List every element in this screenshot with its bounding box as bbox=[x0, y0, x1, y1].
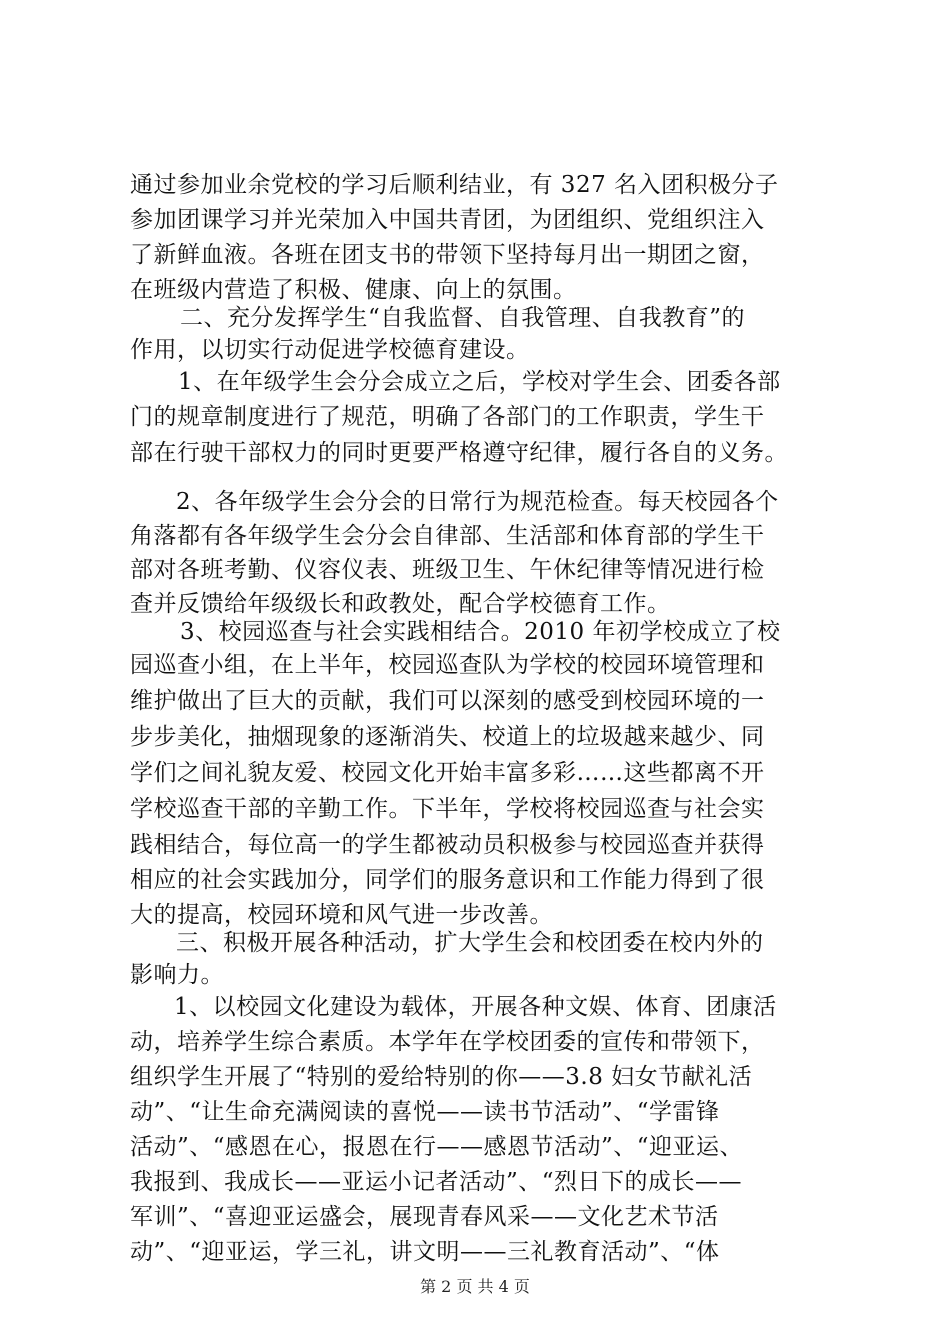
paragraph-line: 动”、“让生命充满阅读的喜悦——读书节活动”、“学雷锋 bbox=[130, 1099, 720, 1125]
paragraph-line: 1、以校园文化建设为载体，开展各种文娱、体育、团康活 bbox=[174, 994, 777, 1020]
paragraph-line: 3、校园巡查与社会实践相结合。2010 年初学校成立了校 bbox=[180, 619, 781, 645]
paragraph-line: 践相结合，每位高一的学生都被动员积极参与校园巡查并获得 bbox=[130, 832, 765, 858]
paragraph-line: 我报到、我成长——亚运小记者活动”、“烈日下的成长—— bbox=[130, 1169, 743, 1195]
paragraph-line: 学校巡查干部的辛勤工作。下半年，学校将校园巡查与社会实 bbox=[130, 796, 765, 822]
paragraph-line: 相应的社会实践加分，同学们的服务意识和工作能力得到了很 bbox=[130, 867, 765, 893]
paragraph-line: 园巡查小组，在上半年，校园巡查队为学校的校园环境管理和 bbox=[130, 652, 765, 678]
paragraph-line: 在班级内营造了积极、健康、向上的氛围。 bbox=[130, 277, 577, 303]
section-heading-line: 影响力。 bbox=[130, 962, 224, 988]
paragraph-line: 参加团课学习并光荣加入中国共青团，为团组织、党组织注入 bbox=[130, 207, 765, 233]
paragraph-line: 门的规章制度进行了规范，明确了各部门的工作职责，学生干 bbox=[130, 404, 765, 430]
paragraph-line: 部对各班考勤、仪容仪表、班级卫生、午休纪律等情况进行检 bbox=[130, 557, 765, 583]
paragraph-line: 1、在年级学生会分会成立之后，学校对学生会、团委各部 bbox=[178, 369, 781, 395]
section-heading-line: 作用，以切实行动促进学校德育建设。 bbox=[130, 337, 530, 363]
paragraph-line: 动”、“迎亚运，学三礼，讲文明——三礼教育活动”、“体 bbox=[130, 1239, 720, 1265]
paragraph-line: 部在行驶干部权力的同时更要严格遵守纪律，履行各自的义务。 bbox=[130, 440, 788, 466]
paragraph-line: 组织学生开展了“特别的爱给特别的你——3.8 妇女节献礼活 bbox=[130, 1064, 753, 1090]
paragraph-line: 学们之间礼貌友爱、校园文化开始丰富多彩……这些都离不开 bbox=[130, 760, 765, 786]
paragraph-line: 军训”、“喜迎亚运盛会，展现青春风采——文化艺术节活 bbox=[130, 1204, 719, 1230]
paragraph-line: 活动”、“感恩在心，报恩在行——感恩节活动”、“迎亚运、 bbox=[130, 1134, 744, 1160]
paragraph-line: 大的提高，校园环境和风气进一步改善。 bbox=[130, 902, 553, 928]
paragraph-line: 2、各年级学生会分会的日常行为规范检查。每天校园各个 bbox=[176, 489, 779, 515]
page-number-footer: 第 2 页 共 4 页 bbox=[420, 1277, 530, 1296]
paragraph-line: 角落都有各年级学生会分会自律部、生活部和体育部的学生干 bbox=[130, 523, 765, 549]
section-heading-line: 二、充分发挥学生“自我监督、自我管理、自我教育”的 bbox=[180, 305, 746, 331]
paragraph-line: 维护做出了巨大的贡献，我们可以深刻的感受到校园环境的一 bbox=[130, 688, 765, 714]
paragraph-line: 步步美化，抽烟现象的逐渐消失、校道上的垃圾越来越少、同 bbox=[130, 724, 765, 750]
section-heading-line: 三、积极开展各种活动，扩大学生会和校团委在校内外的 bbox=[176, 930, 764, 956]
paragraph-line: 动，培养学生综合素质。本学年在学校团委的宣传和带领下， bbox=[130, 1029, 765, 1055]
paragraph-line: 了新鲜血液。各班在团支书的带领下坚持每月出一期团之窗， bbox=[130, 242, 765, 268]
paragraph-line: 查并反馈给年级级长和政教处，配合学校德育工作。 bbox=[130, 591, 671, 617]
paragraph-line: 通过参加业余党校的学习后顺利结业，有 327 名入团积极分子 bbox=[130, 172, 779, 198]
